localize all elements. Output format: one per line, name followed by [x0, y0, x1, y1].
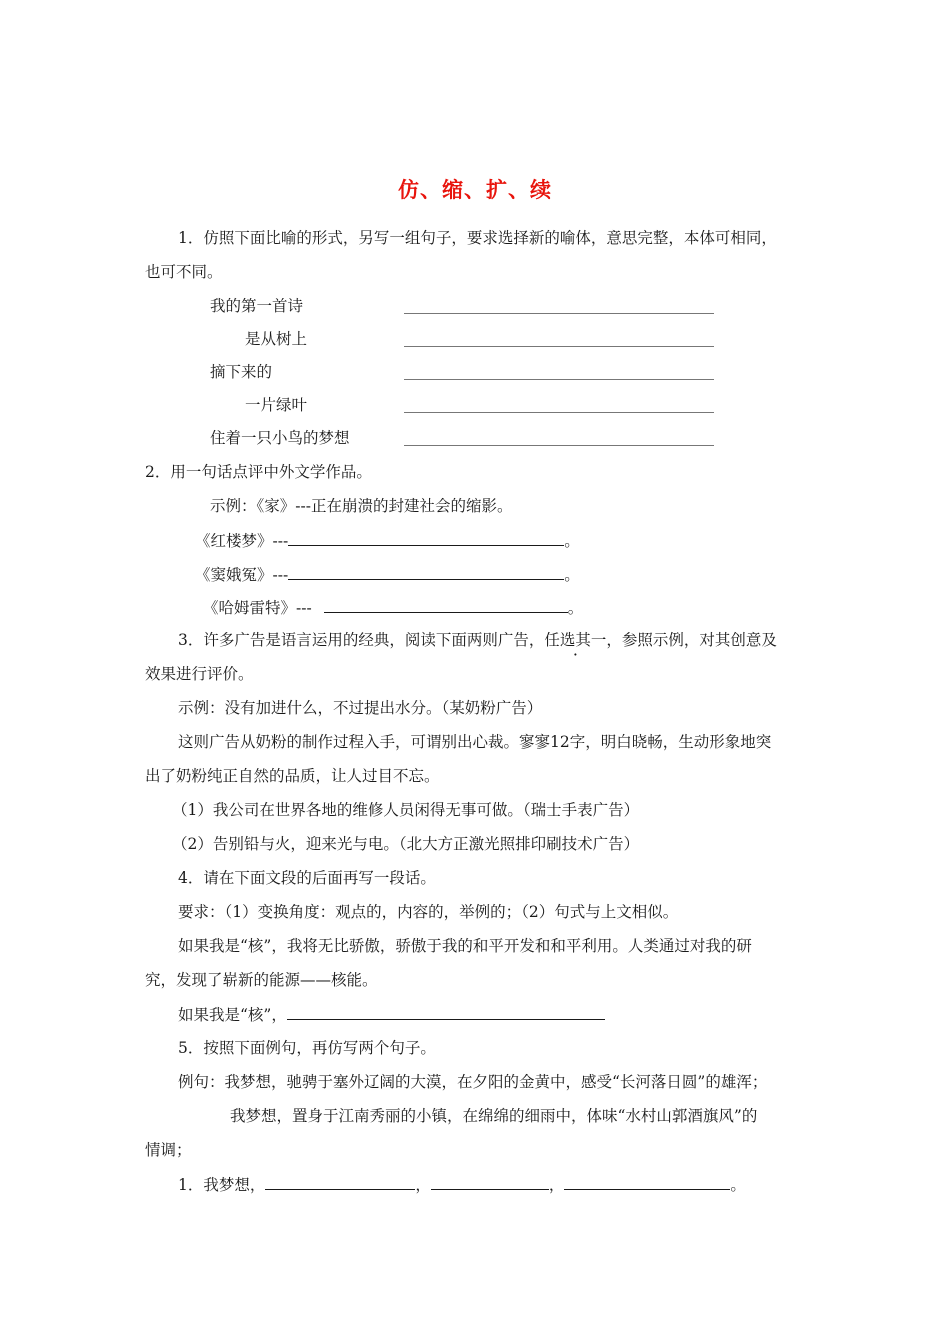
q3-prompt-line1 — [178, 630, 777, 650]
q2-item-label: 《窦娥冤》--- — [195, 566, 289, 584]
q2-example: 示例：《家》---正在崩溃的封建社会的缩影。 — [210, 497, 513, 515]
q5-end: 。 — [730, 1176, 746, 1194]
q4-answer-blank[interactable] — [287, 1004, 605, 1020]
q2-prompt: 2．用一句话点评中外文学作品。 — [145, 463, 372, 481]
q1-answer-line-5[interactable] — [404, 445, 714, 446]
q1-poem-line-3: 摘下来的 — [210, 363, 273, 381]
q4-answer-prefix: 如果我是“核”， — [178, 1006, 287, 1024]
q4-answer-line — [178, 1004, 605, 1025]
q3-analysis-line1: 这则广告从奶粉的制作过程入手，可谓别出心裁。寥寥12字，明白晓畅，生动形象地突 — [178, 733, 772, 751]
q5-example-line2: 我梦想，置身于江南秀丽的小镇，在绵绵的细雨中，体味“水村山郭酒旗风”的 — [230, 1107, 758, 1125]
q1-answer-line-4[interactable] — [404, 412, 714, 413]
q2-answer-blank-3[interactable] — [324, 597, 568, 613]
q2-item-label: 《红楼梦》--- — [195, 532, 289, 550]
q2-item-2 — [195, 564, 580, 585]
q5-prompt: 5．按照下面例句，再仿写两个句子。 — [178, 1039, 436, 1057]
q5-example-line1: 例句：我梦想，驰骋于塞外辽阔的大漠，在夕阳的金黄中，感受“长河落日圆”的雄浑； — [178, 1073, 768, 1091]
q5-answer-line — [178, 1174, 746, 1195]
q2-item-label: 《哈姆雷特》--- — [203, 599, 312, 617]
q1-answer-line-1[interactable] — [404, 313, 714, 314]
q5-separator: ， — [415, 1176, 431, 1194]
q1-poem-line-4: 一片绿叶 — [245, 396, 308, 414]
q1-answer-line-3[interactable] — [404, 379, 714, 380]
q3-ad-2: （2）告别铅与火，迎来光与电。（北大方正激光照排印刷技术广告） — [172, 835, 640, 853]
q3-prompt-line2: 效果进行评价。 — [145, 665, 254, 683]
q1-poem-line-2: 是从树上 — [245, 330, 308, 348]
q1-answer-line-2[interactable] — [404, 346, 714, 347]
q5-answer-blank-2[interactable] — [431, 1174, 549, 1190]
q4-text-line1: 如果我是“核”，我将无比骄傲，骄傲于我的和平开发和和平利用。人类通过对我的研 — [178, 937, 752, 955]
q1-poem-line-5: 住着一只小鸟的梦想 — [210, 429, 350, 447]
q3-example: 示例：没有加进什么，不过提出水分。（某奶粉广告） — [178, 699, 543, 717]
page-title: 仿、缩、扩、续 — [398, 178, 552, 202]
q5-answer-blank-3[interactable] — [564, 1174, 730, 1190]
q2-item-end: 。 — [564, 566, 580, 584]
q2-item-end: 。 — [567, 599, 584, 617]
q2-answer-blank-2[interactable] — [288, 564, 564, 580]
q5-example-line3: 情调； — [145, 1141, 192, 1159]
q2-item-1 — [195, 530, 580, 551]
q2-item-3 — [203, 597, 583, 618]
q1-prompt-line2: 也可不同。 — [145, 263, 223, 281]
q2-answer-blank-1[interactable] — [288, 530, 564, 546]
q5-separator: ， — [548, 1176, 565, 1194]
q3-prompt-text-a: 3．许多广告是语言运用的经典，阅读下面两则广告， — [178, 631, 545, 649]
q5-answer-prefix: 1．我梦想， — [178, 1176, 266, 1194]
q4-prompt: 4．请在下面文段的后面再写一段话。 — [178, 869, 436, 887]
q3-ad-1: （1）我公司在世界各地的维修人员闲得无事可做。（瑞士手表广告） — [172, 801, 640, 819]
q3-emphasis-text: 任选其一 — [544, 631, 607, 649]
q3-analysis-line2: 出了奶粉纯正自然的品质，让人过目不忘。 — [145, 767, 440, 785]
q1-prompt-line1: 1．仿照下面比喻的形式，另写一组句子，要求选择新的喻体，意思完整，本体可相同， — [178, 229, 777, 247]
q3-prompt-text-b: ，参照示例，对其创意及 — [606, 631, 777, 649]
q1-poem-line-1: 我的第一首诗 — [210, 297, 304, 315]
q4-text-line2: 究，发现了崭新的能源——核能。 — [145, 971, 378, 989]
q4-requirements: 要求：（1）变换角度：观点的，内容的，举例的；（2）句式与上文相似。 — [178, 903, 679, 921]
q2-item-end: 。 — [564, 532, 580, 550]
q5-answer-blank-1[interactable] — [265, 1174, 415, 1190]
